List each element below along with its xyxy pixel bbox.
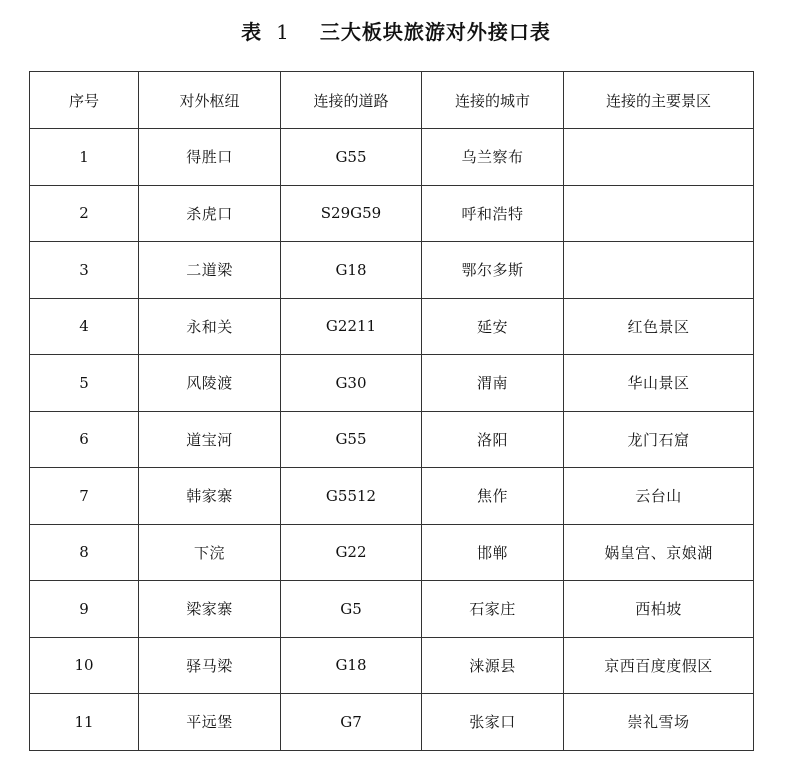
table-row: [30, 242, 754, 299]
cell-road: G5512: [281, 468, 422, 525]
cell-city: 渭南: [422, 355, 564, 412]
cell-hub: 得胜口: [139, 129, 281, 186]
cell-scenic-area: [564, 242, 754, 299]
cell-city: 乌兰察布: [422, 129, 564, 186]
table-row: [30, 129, 754, 186]
cell-city: 石家庄: [422, 581, 564, 638]
cell-hub: 永和关: [139, 298, 281, 355]
cell-hub: 二道梁: [139, 242, 281, 299]
header-road: 连接的道路: [281, 72, 422, 129]
cell-index: 5: [30, 355, 139, 412]
cell-city: 涞源县: [422, 637, 564, 694]
cell-scenic-area: [564, 185, 754, 242]
header-city: 连接的城市: [422, 72, 564, 129]
table-header-row: [30, 72, 754, 129]
cell-index: 1: [30, 129, 139, 186]
cell-hub: 韩家寨: [139, 468, 281, 525]
cell-city: 邯郸: [422, 524, 564, 581]
cell-scenic-area: 崇礼雪场: [564, 694, 754, 751]
table-row: [30, 185, 754, 242]
cell-scenic-area: 京西百度度假区: [564, 637, 754, 694]
cell-hub: 平远堡: [139, 694, 281, 751]
cell-city: 呼和浩特: [422, 185, 564, 242]
table-row: [30, 694, 754, 751]
cell-road: G18: [281, 242, 422, 299]
table-row: [30, 637, 754, 694]
table-row: [30, 581, 754, 638]
table-title-text: 三大板块旅游对外接口表: [319, 20, 551, 44]
table-row: [30, 411, 754, 468]
cell-scenic-area: 红色景区: [564, 298, 754, 355]
cell-city: 延安: [422, 298, 564, 355]
cell-hub: 道宝河: [139, 411, 281, 468]
cell-index: 8: [30, 524, 139, 581]
cell-scenic-area: 华山景区: [564, 355, 754, 412]
cell-scenic-area: 西柏坡: [564, 581, 754, 638]
cell-hub: 风陵渡: [139, 355, 281, 412]
cell-road: G5: [281, 581, 422, 638]
cell-index: 7: [30, 468, 139, 525]
header-index: 序号: [30, 72, 139, 129]
cell-city: 张家口: [422, 694, 564, 751]
cell-city: 焦作: [422, 468, 564, 525]
cell-index: 3: [30, 242, 139, 299]
cell-hub: 梁家寨: [139, 581, 281, 638]
cell-road: G55: [281, 129, 422, 186]
cell-index: 9: [30, 581, 139, 638]
table-title: [0, 16, 792, 45]
cell-hub: 杀虎口: [139, 185, 281, 242]
cell-city: 鄂尔多斯: [422, 242, 564, 299]
table-row: [30, 468, 754, 525]
cell-hub: 下浣: [139, 524, 281, 581]
header-hub: 对外枢纽: [139, 72, 281, 129]
table-title-number: 1: [276, 20, 290, 44]
cell-hub: 驿马梁: [139, 637, 281, 694]
table-row: [30, 298, 754, 355]
table-row: [30, 355, 754, 412]
cell-road: G22: [281, 524, 422, 581]
table-row: [30, 524, 754, 581]
cell-scenic-area: 娲皇宫、京娘湖: [564, 524, 754, 581]
cell-scenic-area: 龙门石窟: [564, 411, 754, 468]
cell-road: G7: [281, 694, 422, 751]
cell-index: 11: [30, 694, 139, 751]
table-title-label: 表: [241, 20, 263, 44]
cell-road: G18: [281, 637, 422, 694]
cell-scenic-area: 云台山: [564, 468, 754, 525]
cell-index: 4: [30, 298, 139, 355]
cell-index: 2: [30, 185, 139, 242]
cell-city: 洛阳: [422, 411, 564, 468]
cell-road: G30: [281, 355, 422, 412]
cell-road: S29G59: [281, 185, 422, 242]
header-scenic-area: 连接的主要景区: [564, 72, 754, 129]
cell-index: 6: [30, 411, 139, 468]
cell-road: G55: [281, 411, 422, 468]
cell-index: 10: [30, 637, 139, 694]
cell-road: G2211: [281, 298, 422, 355]
tourism-interface-table: [29, 71, 754, 751]
cell-scenic-area: [564, 129, 754, 186]
